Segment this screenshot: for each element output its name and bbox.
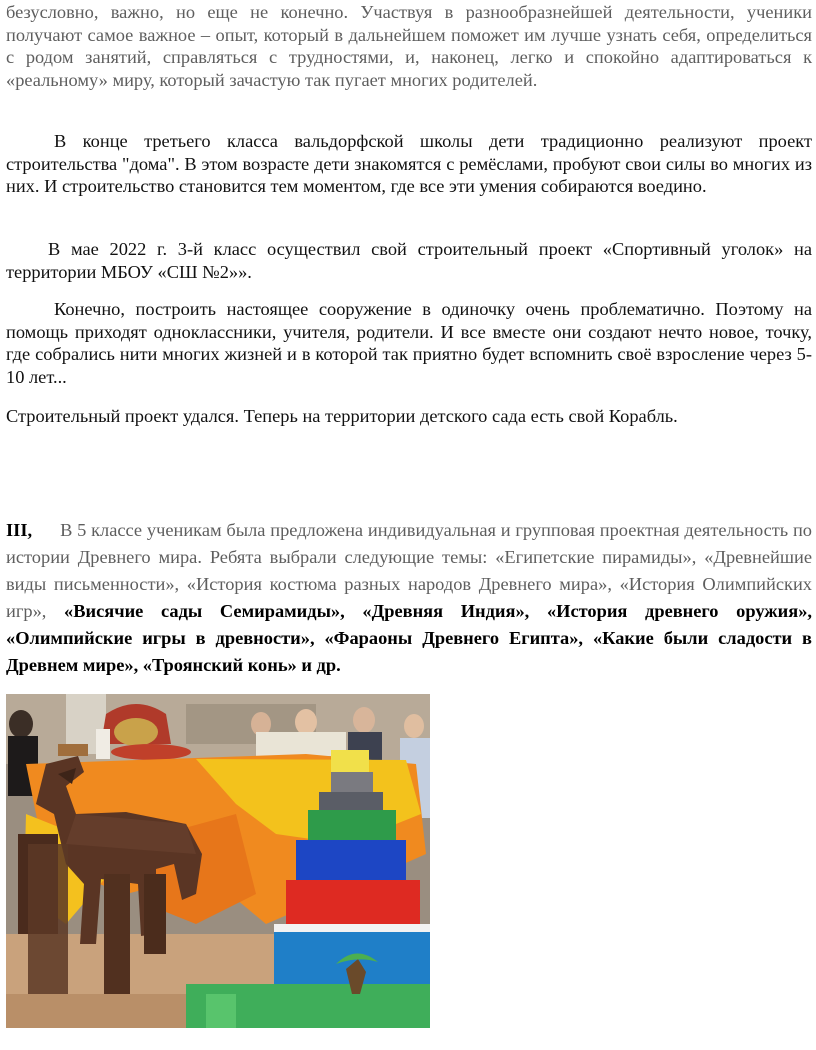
paragraph-result: Строительный проект удался. Теперь на территории детского сада есть свой Корабль. — [6, 406, 678, 426]
paragraph-sports-corner: В мае 2022 г. 3-й класс осуществил свой строительный проект «Спортивный уголок» на территории МБОУ «СШ №2»». — [6, 239, 812, 282]
paragraph-house-project: В конце третьего класса вальдорфской школы дети традиционно реализуют проект строительства "дома". В этом возрасте дети знакомятся с ремёслами, пробуют свои силы во многих из них. И строительство становится тем моментом, где все эти умения собираются воедино. — [6, 131, 812, 196]
section-three-paragraph — [6, 517, 812, 679]
section-bold-topics: «Висячие сады Семирамиды», «Древняя Индия», «История древнего оружия», «Олимпийские игры в древности», «Фараоны Древнего Египта», «Какие были сладости в Древнем мире», «Троянский конь» — [6, 601, 812, 675]
photo-illustration — [6, 694, 430, 1028]
paragraph-intro: безусловно, важно, но еще не конечно. Участвуя в разнообразнейшей деятельности, ученики получают самое важное – опыт, который в дальнейшем поможет им лучше узнать себя, определиться с родом занятий, справляться с трудностями, и, наконец, легко и спокойно адаптироваться к «реальному» миру, который зачастую так пугает многих родителей. — [6, 2, 812, 90]
section-number: III, — [6, 520, 33, 540]
section-intro: В 5 классе ученикам была предложена индивидуальная и групповая проектная деятельность по истории Древнего мира. Ребята выбрали следующие темы: «Египетские пирамиды», «Древнейшие виды письменности», — [6, 520, 812, 594]
section-tail: и др. — [296, 655, 341, 675]
project-photo — [6, 694, 430, 1028]
section-grey-topics: «История костюма разных народов Древнего мира», «История Олимпийских игр», — [6, 574, 812, 621]
paragraph-collaboration: Конечно, построить настоящее сооружение в одиночку очень проблематично. Поэтому на помощь приходят одноклассники, учителя, родители. И все вместе они создают нечто новое, точку, где собрались нити многих жизней и в которой так приятно будет вспомнить своё взросление через 5-10 лет... — [6, 299, 812, 387]
